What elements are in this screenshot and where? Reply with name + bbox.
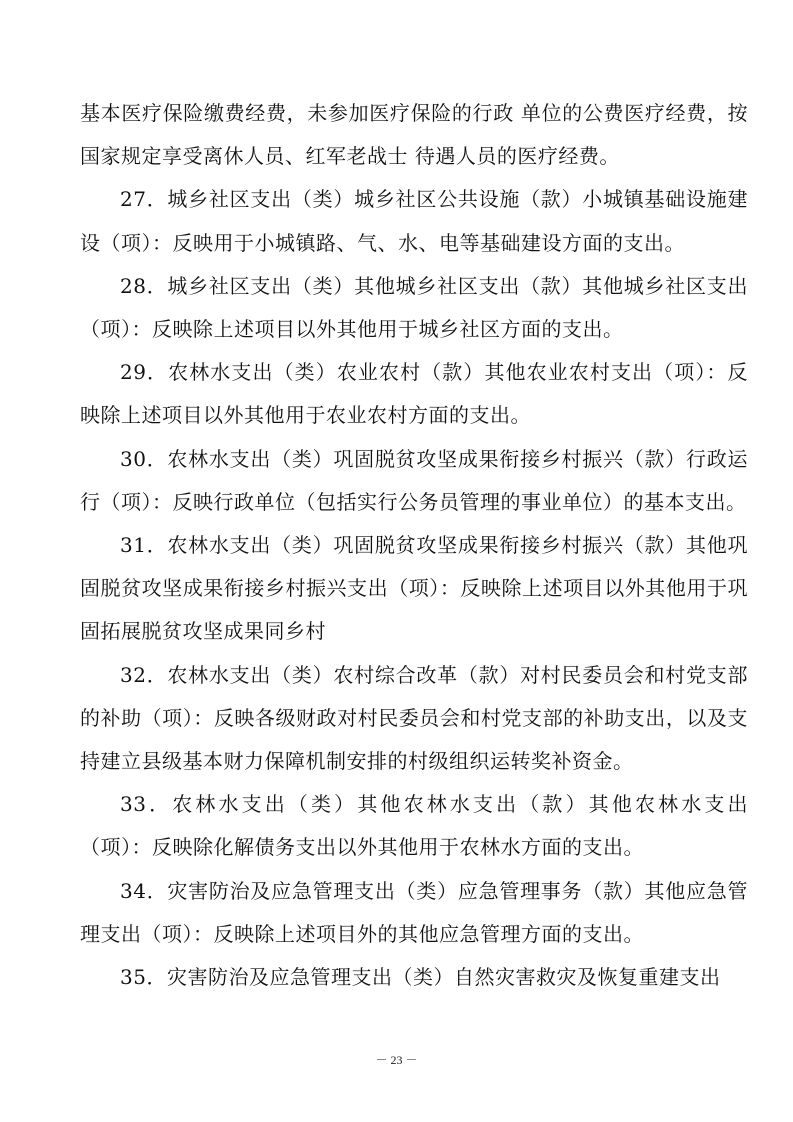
document-body: [80, 92, 748, 999]
paragraph-item-27: 27．城乡社区支出（类）城乡社区公共设施（款）小城镇基础设施建设（项）：反映用于小城镇路、气、水、电等基础建设方面的支出。: [80, 187, 748, 255]
paragraph-item-31: 31．农林水支出（类）巩固脱贫攻坚成果衔接乡村振兴（款）其他巩固脱贫攻坚成果衔接乡村振兴支出（项）：反映除上述项目以外其他用于巩固拓展脱贫攻坚成果同乡村: [80, 533, 748, 644]
paragraph-item-33: 33．农林水支出（类）其他农林水支出（款）其他农林水支出（项）：反映除化解债务支出以外其他用于农林水方面的支出。: [80, 792, 748, 860]
paragraph-continuation: 基本医疗保险缴费经费，未参加医疗保险的行政 单位的公费医疗经费，按国家规定享受离休人员、红军老战士 待遇人员的医疗经费。: [80, 101, 748, 169]
paragraph-item-32: 32．农林水支出（类）农村综合改革（款）对村民委员会和村党支部的补助（项）：反映各级财政对村民委员会和村党支部的补助支出，以及支持建立县级基本财力保障机制安排的村级组织运转奖补资金。: [80, 662, 748, 774]
paragraph-item-34: 34．灾害防治及应急管理支出（类）应急管理事务（款）其他应急管理支出（项）：反映除上述项目外的其他应急管理方面的支出。: [80, 878, 748, 946]
page-number: － 23 －: [375, 1053, 418, 1067]
paragraph-item-35: 35．灾害防治及应急管理支出（类）自然灾害救灾及恢复重建支出: [120, 965, 721, 990]
paragraph-item-28: 28．城乡社区支出（类）其他城乡社区支出（款）其他城乡社区支出（项）：反映除上述项目以外其他用于城乡社区方面的支出。: [80, 273, 748, 342]
paragraph-item-30: 30．农林水支出（类）巩固脱贫攻坚成果衔接乡村振兴（款）行政运行（项）：反映行政单位（包括实行公务员管理的事业单位）的基本支出。: [80, 446, 748, 514]
paragraph-item-29: 29．农林水支出（类）农业农村（款）其他农业农村支出（项）：反映除上述项目以外其他用于农业农村方面的支出。: [80, 360, 748, 428]
